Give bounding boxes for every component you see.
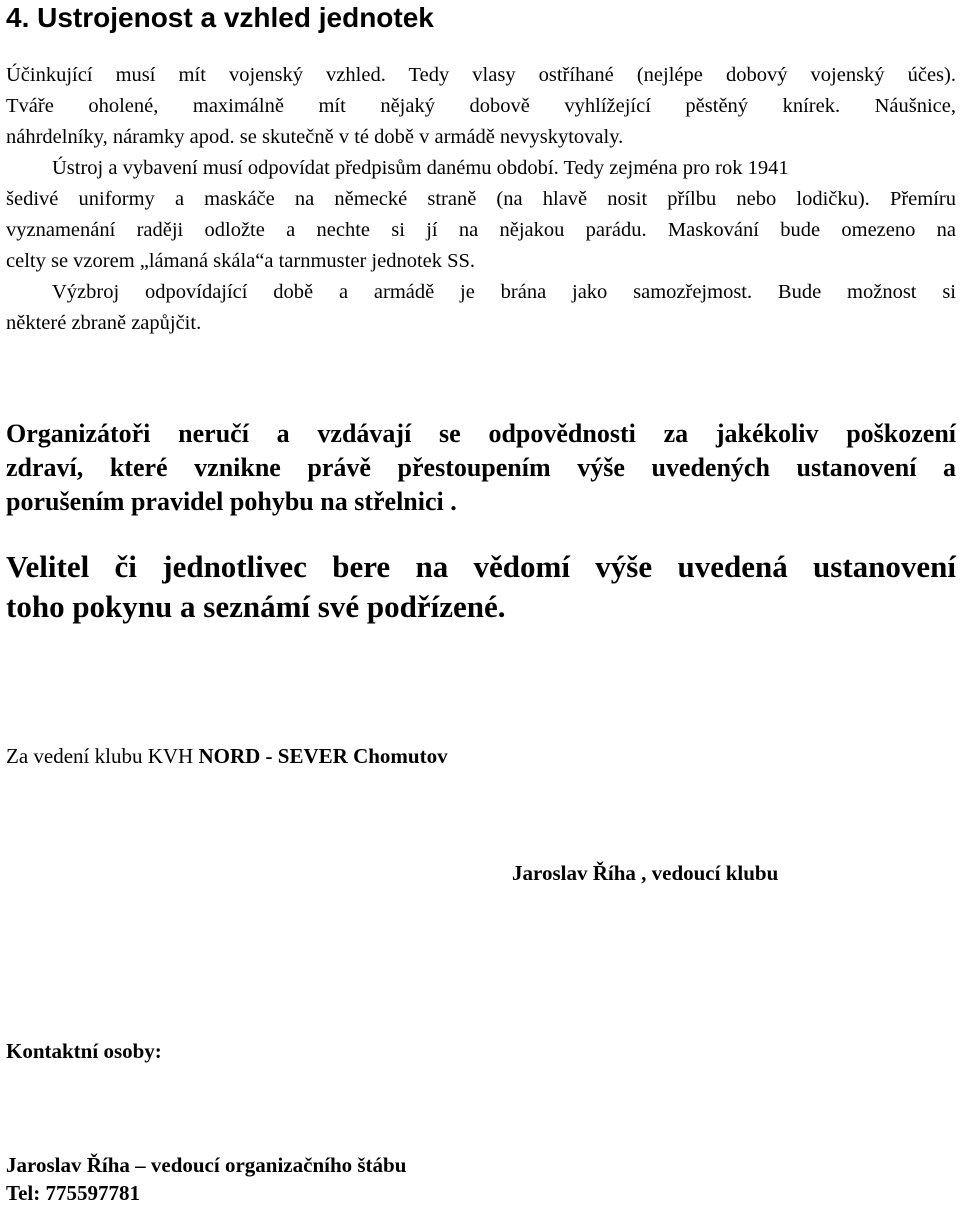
contact-phone: Tel: 775597781: [6, 1181, 140, 1205]
appearance-line: Účinkující musí mít vojenský vzhled. Tedy vlasy ostříhané (nejlépe dobový vojenský účes).: [6, 64, 956, 86]
warning-line: zdraví, které vznikne právě přestoupením výše uvedených ustanovení a: [6, 453, 956, 482]
appearance-line: vyznamenání raději odložte a nechte si jí na nějakou parádu. Maskování bude omezeno na: [6, 219, 956, 241]
club-line: [6, 741, 448, 771]
appearance-line: šedivé uniformy a maskáče na německé straně (na hlavě nosit přílbu nebo lodičku). Přemíru: [6, 188, 956, 210]
appearance-line: Výzbroj odpovídající době a armádě je brána jako samozřejmost. Bude možnost si: [52, 281, 956, 303]
contact-person: Jaroslav Říha – vedoucí organizačního štábu: [6, 1153, 407, 1177]
acknowledgement-statement: [6, 547, 956, 627]
acknowledgement-line: Velitel či jednotlivec bere na vědomí výše uvedená ustanovení: [6, 549, 956, 584]
club-name: NORD - SEVER Chomutov: [198, 744, 448, 768]
appearance-line: Ústroj a vybavení musí odpovídat předpisům danému období. Tedy zejména pro rok 1941: [52, 157, 789, 179]
appearance-line: celty se vzorem „lámaná skála“a tarnmuster jednotek SS.: [6, 250, 476, 272]
liability-warning: [6, 417, 956, 519]
warning-line: Organizátoři neručí a vzdávají se odpovědnosti za jakékoliv poškození: [6, 419, 956, 448]
appearance-line: některé zbraně zapůjčit.: [6, 312, 202, 334]
warning-line: porušením pravidel pohybu na střelnici .: [6, 487, 457, 516]
signature: Jaroslav Říha , vedoucí klubu: [512, 861, 779, 885]
appearance-paragraph: [6, 60, 956, 339]
acknowledgement-line: toho pokynu a seznámí své podřízené.: [6, 589, 506, 624]
appearance-line: náhrdelníky, náramky apod. se skutečně v té době v armádě nevyskytovaly.: [6, 126, 624, 148]
section-heading: 4. Ustrojenost a vzhled jednotek: [6, 2, 434, 33]
club-prefix: Za vedení klubu KVH: [6, 744, 199, 768]
contacts-label: Kontaktní osoby:: [6, 1039, 162, 1063]
appearance-line: Tváře oholené, maximálně mít nějaký dobově vyhlížející pěstěný knírek. Náušnice,: [6, 95, 956, 117]
